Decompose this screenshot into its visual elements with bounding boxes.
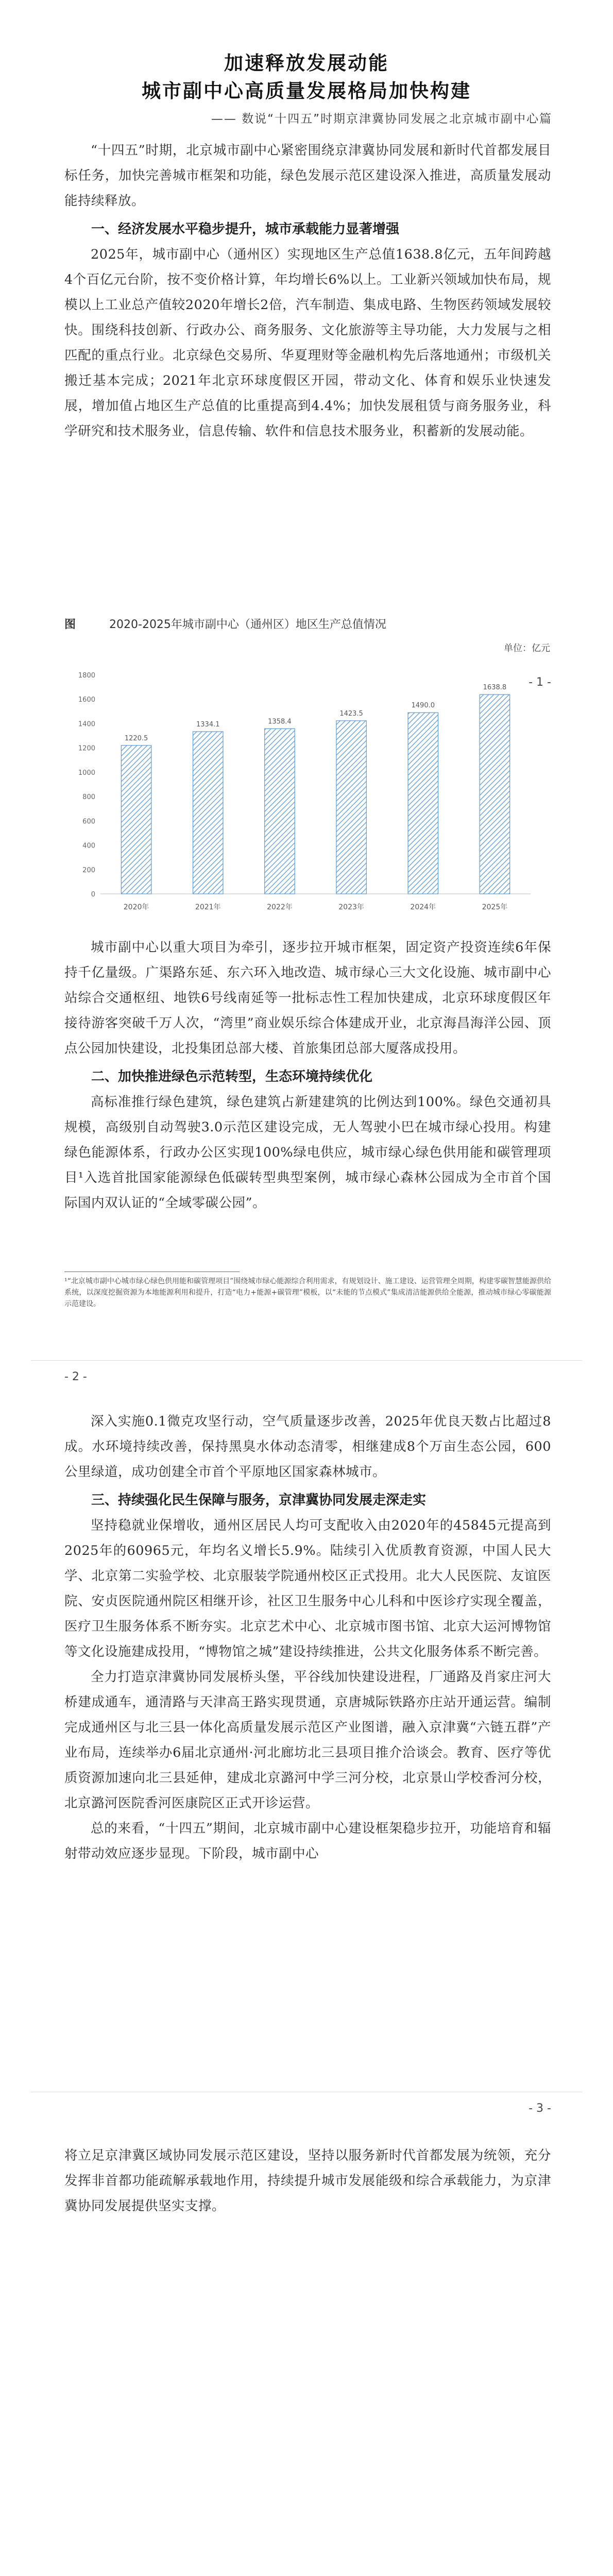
y-tick-label-4: 800 bbox=[82, 793, 95, 802]
data-label-4: 1490.0 bbox=[411, 702, 435, 710]
bar-2023年 bbox=[336, 721, 366, 894]
x-tick-label-0: 2020年 bbox=[123, 903, 149, 911]
y-tick-label-6: 1200 bbox=[78, 744, 95, 753]
y-tick-label-7: 1400 bbox=[78, 720, 95, 728]
section-2-continued: 深入实施0.1微克攻坚行动，空气质量逐步改善，2025年优良天数占比超过8成。水环境持续改善，保持黑臭水体动态清零，相继建成8个万亩生态公园，600公里绿道，成功创建全市首个平原地区国家森林城市。 bbox=[64, 1414, 551, 1480]
page-3-body bbox=[64, 2143, 551, 2219]
page-separator-1 bbox=[31, 1360, 582, 1361]
title-line-1: 加速释放发展动能 bbox=[224, 52, 389, 74]
footnote: ¹“北京城市副中心城市绿心绿色供用能和碳管理项目”围绕城市绿心能源综合利用需求，有规划设计、施工建设、运营管理全周期，构建零碳智慧能源供给系统，以深度挖掘资源为本地能源利用和提升，打造“电力+能源+碳管理”模板，以“未能的节点模式”集成清洁能源供给全能源，推动城市绿心零碳能源示范建设。 bbox=[64, 1277, 551, 1308]
section-2-heading: 二、加快推进绿色示范转型，生态环境持续优化 bbox=[91, 1069, 373, 1084]
figure-unit: 单位：亿元 bbox=[504, 643, 550, 654]
x-tick-label-3: 2023年 bbox=[338, 903, 364, 911]
y-tick-label-2: 400 bbox=[82, 842, 95, 850]
bar-2024年 bbox=[408, 713, 438, 894]
page-1-body bbox=[64, 138, 551, 444]
x-tick-label-2: 2022年 bbox=[267, 903, 293, 911]
bar-2022年 bbox=[265, 728, 295, 894]
section-2-paragraph: 高标准推行绿色建筑，绿色建筑占新建建筑的比例达到100%。绿色交通初具规模，高级别自动驾驶3.0示范区建设完成，无人驾驶小巴在城市绿心投用。构建绿色能源体系，行政办公区实现100%绿电供应，城市绿心绿色供用能和碳管理项目¹入选首批国家能源绿色低碳转型典型案例，城市绿心森林公园成为全市首个国际国内双认证的“全域零碳公园”。 bbox=[64, 1094, 551, 1211]
intro-paragraph: “十四五”时期，北京城市副中心紧密围绕京津冀协同发展和新时代首都发展目标任务，加快完善城市框架和功能，绿色发展示范区建设深入推进，高质量发展动能持续释放。 bbox=[64, 143, 551, 209]
x-tick-label-4: 2024年 bbox=[410, 903, 436, 911]
y-tick-label-5: 1000 bbox=[78, 769, 95, 777]
closing-paragraph: 总的来看，“十四五”期间，北京城市副中心建设框架稳步拉开，功能培育和辐射带动效应逐步显现。下阶段，城市副中心 bbox=[64, 1821, 551, 1861]
y-tick-label-9: 1800 bbox=[78, 672, 95, 680]
data-label-0: 1220.5 bbox=[124, 734, 148, 742]
x-tick-label-1: 2021年 bbox=[195, 903, 221, 911]
gdp-bar-chart bbox=[64, 665, 551, 925]
bar-2020年 bbox=[121, 745, 151, 894]
bar-2021年 bbox=[193, 732, 223, 894]
section-1-paragraph: 2025年，城市副中心（通州区）实现地区生产总值1638.8亿元，五年间跨越4个百亿元台阶，按不变价格计算，年均增长6%以上。工业新兴领域加快布局，规模以上工业总产值较2020年增长2倍，汽车制造、集成电路、生物医药领域发展较快。围绕科技创新、行政办公、商务服务、文化旅游等主导功能，大力发展与之相匹配的重点行业。北京绿色交易所、华夏理财等金融机构先后落地通州；市级机关搬迁基本完成；2021年北京环球度假区开园，带动文化、体育和娱乐业快速发展，增加值占地区生产总值的比重提高到4.4%；加快发展租赁与商务服务业，科学研究和技术服务业，信息传输、软件和信息技术服务业，积蓄新的发展动能。 bbox=[64, 247, 551, 439]
title-line-2: 城市副中心高质量发展格局加快构建 bbox=[142, 79, 471, 102]
y-tick-label-0: 0 bbox=[91, 891, 95, 899]
bar-2025年 bbox=[480, 694, 509, 894]
page-number-1: - 1 - bbox=[529, 676, 551, 689]
page-1-body-cont bbox=[64, 935, 551, 1216]
subtitle: —— 数说“十四五”时期京津冀协同发展之北京城市副中心篇 bbox=[211, 112, 552, 126]
figure-label: 图 bbox=[64, 618, 76, 631]
figure-title: 2020-2025年城市副中心（通州区）地区生产总值情况 bbox=[109, 618, 386, 631]
page-number-2: - 2 - bbox=[64, 1370, 87, 1383]
section-3-paragraph-1: 坚持稳就业保增收，通州区居民人均可支配收入由2020年的45845元提高到2025年的60965元，年均名义增长5.9%。陆续引入优质教育资源，中国人民大学、北京第二实验学校、北京服装学院通州校区正式投用。北大人民医院、友谊医院、安贞医院通州院区相继开诊，社区卫生服务中心儿科和中医诊疗实现全覆盖，医疗卫生服务体系不断夯实。北京艺术中心、北京城市图书馆、北京大运河博物馆等文化设施建成投用，“博物馆之城”建设持续推进，公共文化服务体系不断完善。 bbox=[64, 1518, 551, 1659]
section-1-continued: 城市副中心以重大项目为牵引，逐步拉开城市框架，固定资产投资连续6年保持千亿量级。广渠路东延、东六环入地改造、城市绿心三大文化设施、城市副中心站综合交通枢纽、地铁6号线南延等一批标志性工程加快建成，北京环球度假区年接待游客突破千万人次，“湾里”商业娱乐综合体建成开业，北京海昌海洋公园、顶点公园加快建设，北投集团总部大楼、首旅集团总部大厦落成投用。 bbox=[64, 940, 551, 1056]
y-tick-label-3: 600 bbox=[82, 818, 95, 826]
y-tick-label-1: 200 bbox=[82, 866, 95, 874]
section-1-heading: 一、经济发展水平稳步提升，城市承载能力显著增强 bbox=[91, 222, 400, 237]
data-label-5: 1638.8 bbox=[483, 684, 507, 692]
section-3-heading: 三、持续强化民生保障与服务，京津冀协同发展走深走实 bbox=[91, 1493, 427, 1508]
page-number-3: - 3 - bbox=[529, 2102, 551, 2115]
y-tick-label-8: 1600 bbox=[78, 696, 95, 704]
closing-continued: 将立足京津冀区域协同发展示范区建设，坚持以服务新时代首都发展为统领，充分发挥非首都功能疏解承载地作用，持续提升城市发展能级和综合承载能力，为京津冀协同发展提供坚实支撑。 bbox=[64, 2148, 551, 2214]
section-3-paragraph-2: 全力打造京津冀协同发展桥头堡，平谷线加快建设进程，厂通路及肖家庄河大桥建成通车，通清路与天津高王路实现贯通，京唐城际铁路亦庄站开通运营。编制完成通州区与北三县一体化高质量发展示范区产业图谱，融入京津冀“六链五群”产业布局，连续举办6届北京通州·河北廊坊北三县项目推介洽谈会。教育、医疗等优质资源加速向北三县延伸，建成北京潞河中学三河分校，北京景山学校香河分校，北京潞河医院香河医康院区正式开诊运营。 bbox=[64, 1669, 551, 1811]
data-label-1: 1334.1 bbox=[196, 721, 220, 729]
data-label-2: 1358.4 bbox=[268, 718, 292, 726]
figure-caption bbox=[64, 616, 386, 632]
x-tick-label-5: 2025年 bbox=[482, 903, 508, 911]
data-label-3: 1423.5 bbox=[339, 709, 363, 718]
page-2-body bbox=[64, 1409, 551, 1867]
